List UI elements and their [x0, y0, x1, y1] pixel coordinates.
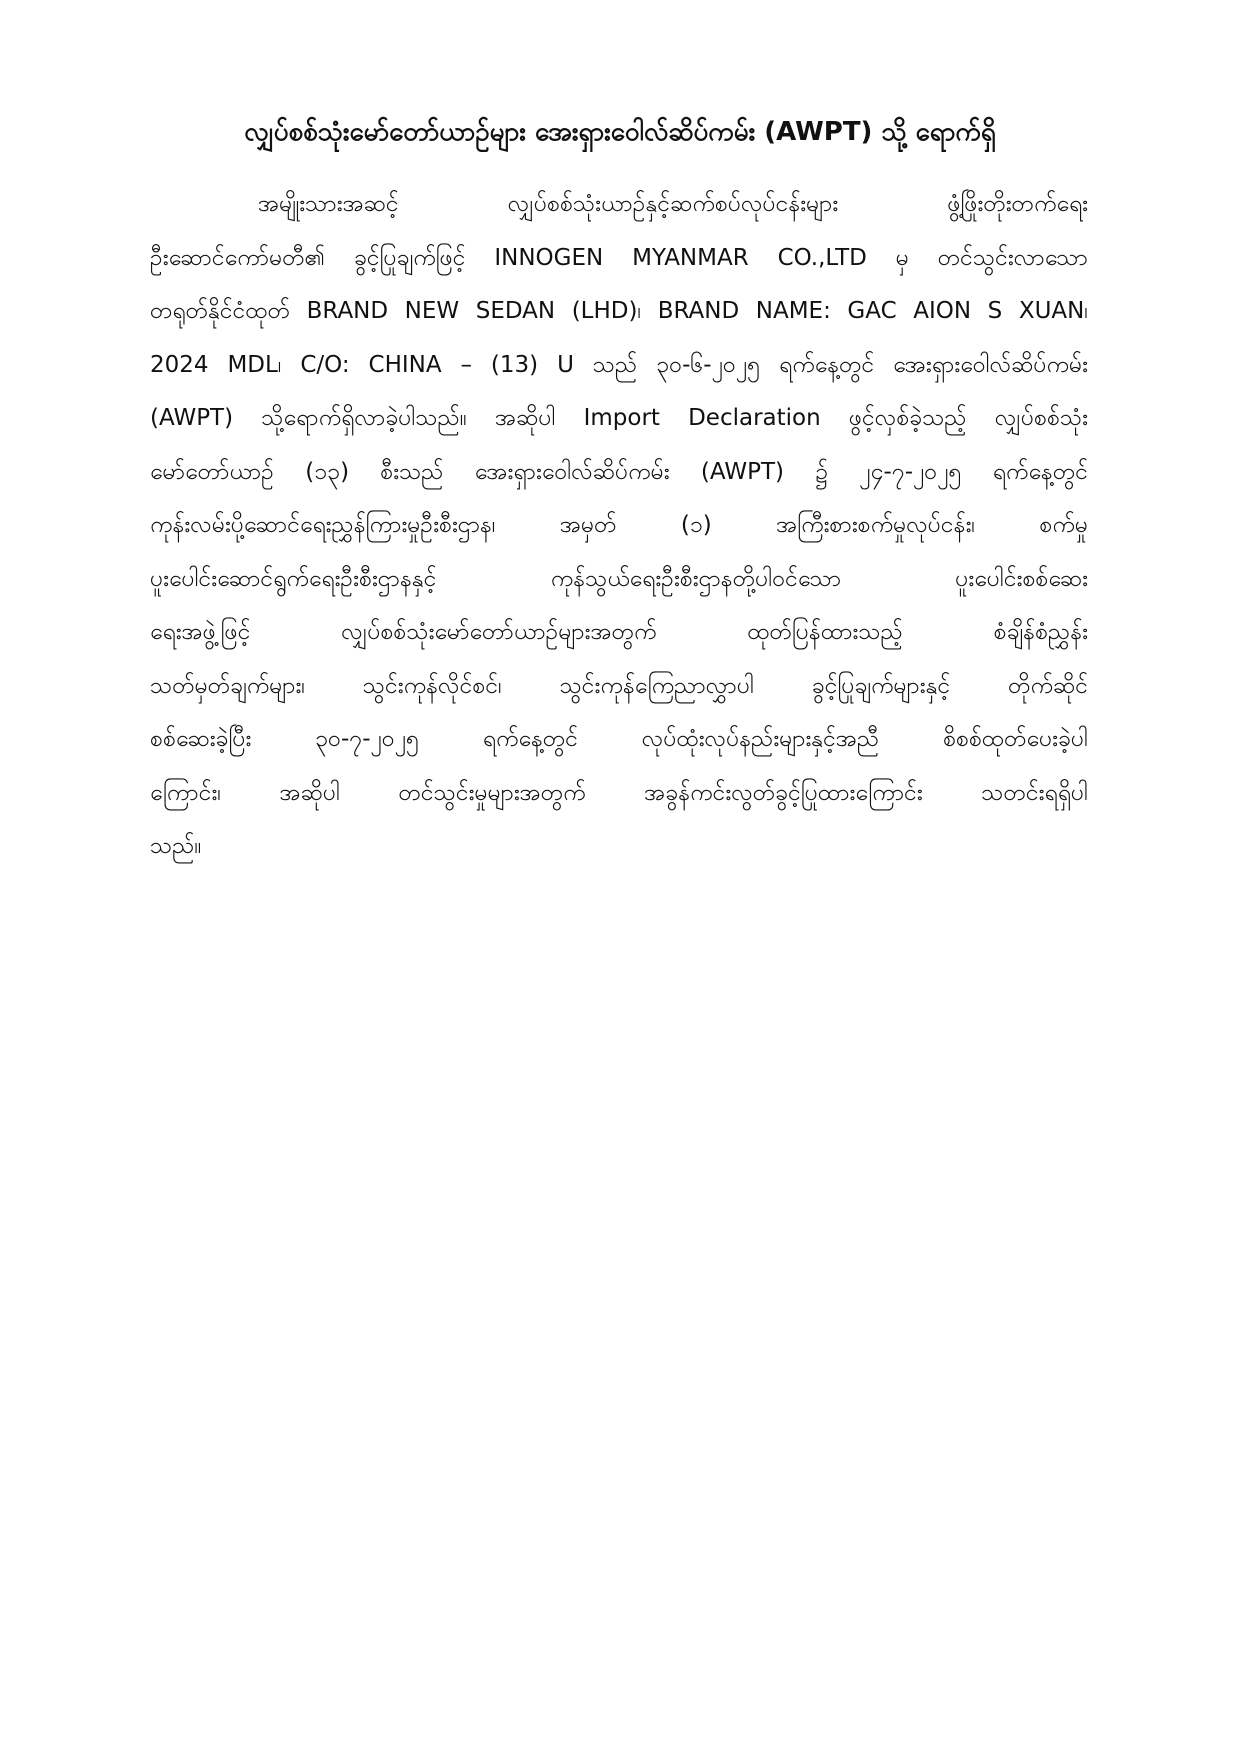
document-body [150, 186, 1088, 882]
body-line: 2024 MDL၊ C/O: CHINA – (13) U သည် ၃၀-၆-၂၀၂၅ ရက်နေ့တွင် အေးရှားဝေါလ်ဆိပ်ကမ်း [150, 351, 1088, 378]
body-line: တရုတ်နိုင်ငံထုတ် BRAND NEW SEDAN (LHD)၊ BRAND NAME: GAC AION S XUAN၊ [150, 298, 1088, 324]
body-line: သတ်မှတ်ချက်များ၊ သွင်းကုန်လိုင်စင်၊ သွင်းကုန်ကြေညာလွှာပါ ခွင့်ပြုချက်များနှင့် တိုက်ဆိုင် [150, 672, 1088, 699]
body-line: ရေးအဖွဲ့ဖြင့် လျှပ်စစ်သုံးမော်တော်ယာဉ်များအတွက် ထုတ်ပြန်ထားသည့် စံချိန်စံညွှန်း [150, 619, 1088, 645]
body-line: သည်။ [150, 833, 202, 859]
body-line: ကြောင်း၊ အဆိုပါ တင်သွင်းမှုများအတွက် အခွန်ကင်းလွတ်ခွင့်ပြုထားကြောင်း သတင်းရရှိပါ [150, 779, 1088, 806]
body-line: (AWPT) သို့ရောက်ရှိလာခဲ့ပါသည်။ အဆိုပါ Import Declaration ဖွင့်လှစ်ခဲ့သည့် လျှပ်စစ်သုံး [150, 405, 1088, 431]
body-line: ပူးပေါင်းဆောင်ရွက်ရေးဦးစီးဌာနနှင့် ကုန်သွယ်ရေးဦးစီးဌာနတို့ပါဝင်သော ပူးပေါင်းစစ်ဆေး [150, 565, 1088, 592]
body-line: ဦးဆောင်ကော်မတီ၏ ခွင့်ပြုချက်ဖြင့် INNOGEN MYANMAR CO.,LTD မှ တင်သွင်းလာသော [150, 244, 1088, 271]
document-title: လျှပ်စစ်သုံးမော်တော်ယာဉ်များ အေးရှားဝေါလ်ဆိပ်ကမ်း (AWPT) သို့ ရောက်ရှိ [244, 117, 996, 147]
body-line: အမျိုးသားအဆင့် လျှပ်စစ်သုံးယာဉ်နှင့်ဆက်စပ်လုပ်ငန်းများ ဖွံ့ဖြိုးတိုးတက်ရေး [258, 191, 1088, 217]
body-line: ကုန်းလမ်းပို့ဆောင်ရေးညွှန်ကြားမှုဦးစီးဌာန၊ အမှတ် (၁) အကြီးစားစက်မှုလုပ်ငန်း၊ စက်မှု [150, 512, 1088, 538]
body-line: မော်တော်ယာဉ် (၁၃) စီးသည် အေးရှားဝေါလ်ဆိပ်ကမ်း (AWPT) ၌ ၂၄-၇-၂၀၂၅ ရက်နေ့တွင် [150, 458, 1088, 485]
body-line: စစ်ဆေးခဲ့ပြီး ၃၀-၇-၂၀၂၅ ရက်နေ့တွင် လုပ်ထုံးလုပ်နည်းများနှင့်အညီ စိစစ်ထုတ်ပေးခဲ့ပါ [150, 726, 1088, 752]
